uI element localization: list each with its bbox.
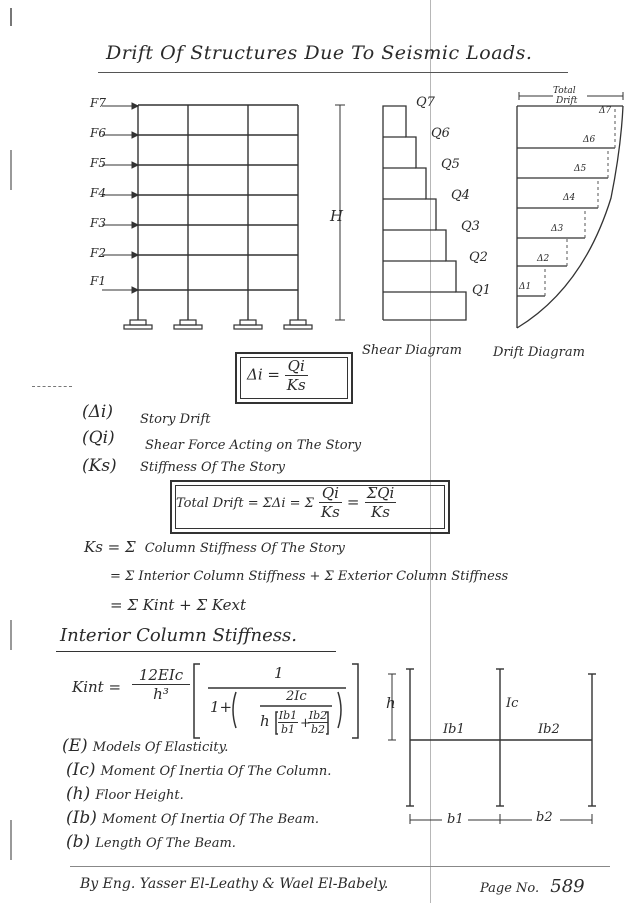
definition-symbol: (Qi) [82, 428, 115, 448]
legend-symbol: (Ic) [66, 760, 96, 780]
shear-label: Q1 [472, 283, 491, 298]
kint-denominator: h³ [153, 685, 169, 703]
legend-text: Length Of The Beam. [95, 836, 236, 851]
formula-denominator: Ks [370, 503, 390, 521]
page-title: Drift Of Structures Due To Seismic Loads. [106, 42, 533, 64]
kint-formula [72, 662, 382, 742]
legend-text: Moment Of Inertia Of The Column. [100, 764, 332, 779]
legend-item [66, 760, 331, 780]
ks-line-2: = Σ Interior Column Stiffness + Σ Exterior Column Stiffness [110, 569, 509, 584]
definition-text: Shear Force Acting on The Story [145, 438, 362, 453]
shear-label: Q6 [431, 126, 450, 141]
legend-item [62, 736, 228, 756]
binding-mark [10, 8, 12, 26]
section-underline [56, 651, 336, 652]
shear-label: Q7 [416, 95, 435, 110]
height-label: H [330, 207, 344, 225]
binding-mark [10, 150, 12, 190]
joint-ib2-label: Ib2 [538, 722, 560, 737]
drift-label: Δ7 [599, 106, 612, 116]
definition-text: Stiffness Of The Story [140, 460, 286, 475]
legend-item [66, 784, 184, 804]
shear-label: Q5 [441, 157, 460, 172]
shear-label: Q3 [461, 219, 480, 234]
legend-symbol: (b) [66, 832, 91, 852]
definition-symbol: (Δi) [82, 402, 113, 422]
legend-text: Floor Height. [95, 788, 184, 803]
kint-one-plus: 1+ [210, 698, 233, 716]
force-label: F6 [90, 126, 106, 140]
formula-lhs: Δi = [247, 365, 280, 384]
joint-ib1-label: Ib1 [443, 722, 465, 737]
joint-b1-label: b1 [447, 812, 464, 827]
ks-text: Column Stiffness Of The Story [144, 541, 345, 556]
kint-ib1: Ib1 [278, 709, 298, 722]
kint-ib2: Ib2 [308, 709, 328, 722]
definition-symbol: (Ks) [82, 456, 117, 476]
joint-ic-label: Ic [506, 696, 519, 711]
shear-label: Q4 [451, 188, 470, 203]
legend-text: Models Of Elasticity. [92, 740, 229, 755]
frame-diagram [80, 92, 360, 342]
drift-caption: Drift Diagram [493, 345, 585, 360]
formula-equals: = [346, 493, 360, 511]
kint-numerator: 12EIc [132, 666, 190, 685]
legend-item [66, 832, 236, 852]
legend-item [66, 808, 319, 828]
force-label: F3 [90, 216, 106, 230]
ks-line-3: = Σ Kint + Σ Kext [110, 596, 247, 614]
page-label: Page No. [480, 881, 540, 896]
total-drift-formula [176, 484, 396, 521]
ks-line-1 [84, 537, 345, 556]
drift-diagram [505, 88, 630, 338]
drift-label: Δ1 [519, 282, 532, 292]
kint-inner-numerator: 2Ic [286, 689, 307, 704]
drift-label: Δ3 [551, 224, 564, 234]
drift-label: Δ2 [537, 254, 550, 264]
kint-one: 1 [274, 664, 284, 682]
dash-mark [32, 386, 72, 387]
force-label: F4 [90, 186, 106, 200]
formula-numerator: ΣQi [366, 484, 395, 502]
legend-symbol: (h) [66, 784, 91, 804]
joint-h-label: h [386, 694, 396, 712]
force-label: F1 [90, 274, 106, 288]
shear-diagram [378, 100, 478, 325]
joint-b2-label: b2 [536, 810, 553, 825]
footer-author: By Eng. Yasser El-Leathy & Wael El-Babely. [80, 876, 389, 892]
ks-symbol: Ks = Σ [84, 538, 136, 556]
kint-lhs: Kint = [72, 678, 122, 696]
legend-symbol: (Ib) [66, 808, 97, 828]
kint-b1: b1 [280, 723, 296, 736]
binding-mark [10, 820, 12, 860]
story-drift-formula [247, 357, 308, 394]
legend-text: Moment Of Inertia Of The Beam. [101, 812, 320, 827]
drift-label: Δ6 [583, 135, 596, 145]
drift-top-label: Drift [556, 96, 578, 106]
binding-mark [10, 620, 12, 650]
formula-numerator: Qi [285, 357, 308, 376]
kint-plus: + [300, 716, 311, 731]
drift-label: Δ5 [574, 164, 587, 174]
section-heading: Interior Column Stiffness. [60, 625, 297, 646]
force-label: F5 [90, 156, 106, 170]
formula-numerator: Qi [319, 484, 342, 503]
footer-rule [70, 866, 610, 867]
drift-label: Δ4 [563, 193, 576, 203]
definition-text: Story Drift [140, 412, 211, 427]
drift-top-label: Total [553, 86, 576, 96]
footer-page [480, 876, 585, 897]
kint-b2: b2 [310, 723, 326, 736]
kint-h: h [260, 712, 270, 730]
shear-caption: Shear Diagram [362, 343, 463, 358]
page-number: 589 [550, 876, 585, 897]
title-underline [98, 72, 568, 73]
legend-symbol: (E) [62, 736, 88, 756]
formula-denominator: Ks [320, 503, 340, 521]
joint-diagram [380, 664, 610, 834]
shear-label: Q2 [469, 250, 488, 265]
formula-denominator: Ks [286, 376, 306, 394]
formula-lhs: Total Drift = ΣΔi = Σ [176, 496, 314, 511]
force-label: F2 [90, 246, 106, 260]
force-label: F7 [90, 96, 106, 110]
